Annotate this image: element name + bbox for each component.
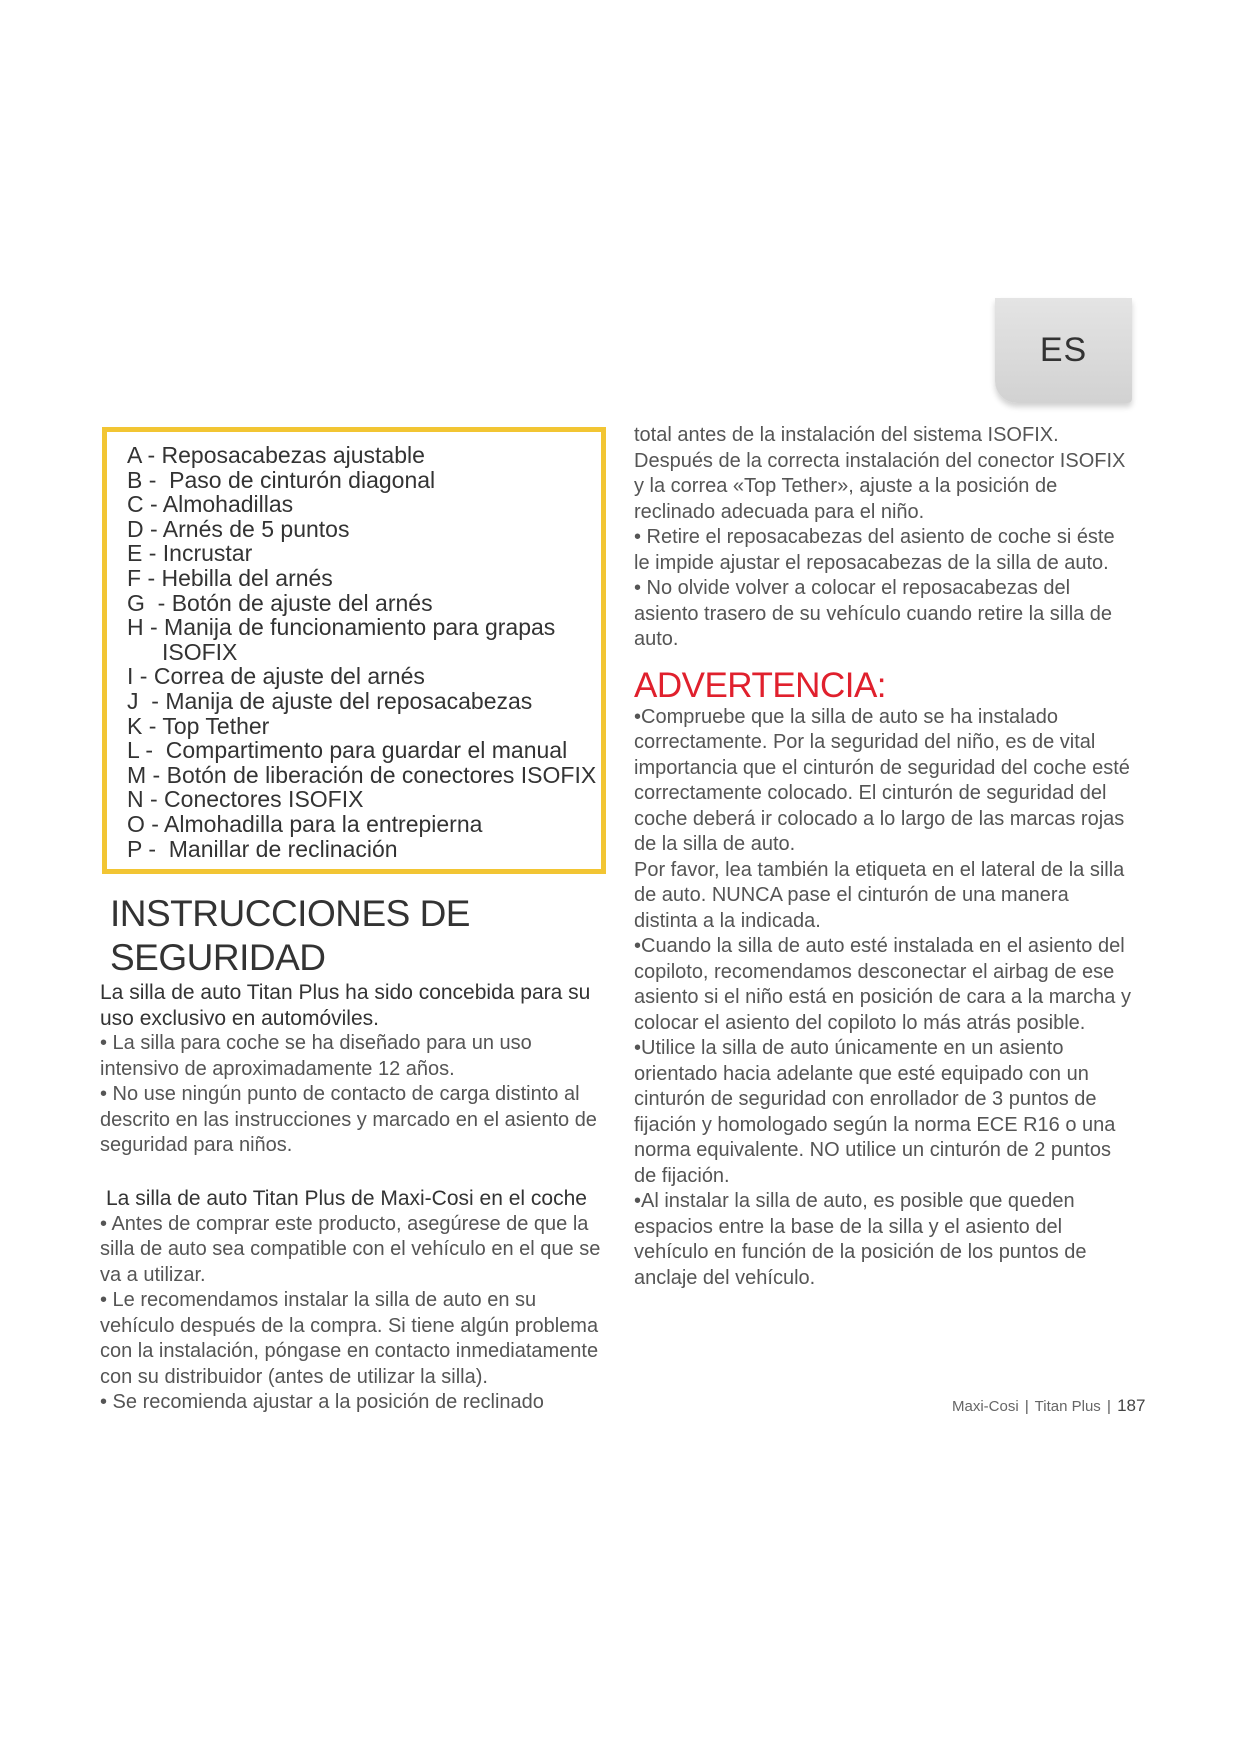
- parts-list-item: M - Botón de liberación de conectores ISOFIX: [127, 761, 597, 788]
- footer-separator: |: [1024, 1398, 1029, 1415]
- subsection-heading: [100, 1185, 610, 1212]
- body-paragraph: Después de la correcta instalación del conector ISOFIX y la correa «Top Tether», ajuste a la posición de reclinado adecuada para el niño.: [634, 449, 1126, 523]
- language-code: ES: [1039, 331, 1088, 369]
- parts-list-box: [102, 427, 606, 874]
- parts-list-item: P - Manillar de reclinación: [127, 835, 398, 862]
- body-paragraph: • Antes de comprar este producto, asegúrese de que la silla de auto sea compatible con el vehículo en el que se va a utilizar.: [100, 1212, 601, 1286]
- body-paragraph: • Le recomendamos instalar la silla de auto en su vehículo después de la compra. Si tiene algún problema con la instalación, póngase en contacto inmediatamente con su distribuidor (antes de utilizar la silla).: [100, 1289, 599, 1388]
- body-paragraph: •Compruebe que la silla de auto se ha instalado correctamente. Por la seguridad del niño, es de vital importancia que el cinturón de seguridad del coche esté correctamente colocado. El cinturón de seguridad del coche deberá ir colocado a lo largo de las marcas rojas de la silla de auto.: [634, 705, 1130, 855]
- body-paragraph: Por favor, lea también la etiqueta en el lateral de la silla de auto. NUNCA pase el cinturón de una manera distinta a la indicada.: [634, 858, 1125, 932]
- left-column: [100, 892, 610, 1416]
- body-paragraph: total antes de la instalación del sistema ISOFIX.: [634, 424, 1059, 446]
- page-footer: [952, 1396, 1145, 1416]
- parts-list-item: C - Almohadillas: [127, 491, 294, 518]
- parts-list-item: L - Compartimento para guardar el manual: [127, 737, 568, 764]
- body-paragraph: • Se recomienda ajustar a la posición de reclinado: [100, 1391, 544, 1413]
- page-number: 187: [1117, 1396, 1146, 1415]
- parts-list-item: G - Botón de ajuste del arnés: [127, 589, 433, 616]
- body-paragraph: • Retire el reposacabezas del asiento de coche si éste le impide ajustar el reposacabezas de la silla de auto.: [634, 526, 1115, 574]
- parts-list-item: J - Manija de ajuste del reposacabezas: [127, 687, 533, 714]
- right-column: [634, 423, 1132, 1291]
- parts-list-item: A - Reposacabezas ajustable: [127, 442, 425, 468]
- parts-list-item: N - Conectores ISOFIX: [127, 786, 364, 813]
- parts-list-item: E - Incrustar: [127, 540, 253, 567]
- parts-list-item: I - Correa de ajuste del arnés: [127, 663, 425, 690]
- body-paragraph: • No use ningún punto de contacto de carga distinto al descrito en las instrucciones y marcado en el asiento de seguridad para niños.: [100, 1083, 597, 1156]
- footer-brand: Maxi-Cosi: [952, 1398, 1019, 1415]
- subsection-heading-text: La silla de auto Titan Plus de Maxi-Cosi en el coche: [106, 1186, 587, 1210]
- lead-paragraph: La silla de auto Titan Plus ha sido concebida para su uso exclusivo en automóviles.: [100, 981, 591, 1030]
- parts-list-item: K - Top Tether: [127, 712, 270, 739]
- safety-instructions-title: INSTRUCCIONES DE SEGURIDAD: [110, 893, 470, 978]
- parts-list-item: B - Paso de cinturón diagonal: [127, 466, 436, 493]
- parts-list-item: D - Arnés de 5 puntos: [127, 515, 350, 542]
- body-paragraph: • La silla para coche se ha diseñado para un uso intensivo de aproximadamente 12 años.: [100, 1032, 532, 1080]
- body-paragraph: •Cuando la silla de auto esté instalada en el asiento del copiloto, recomendamos desconectar el airbag de ese asiento si el niño está en posición de cara a la marcha y colocar el asiento del copiloto lo más atrás posible.: [634, 935, 1131, 1034]
- warning-heading: ADVERTENCIA:: [634, 665, 887, 705]
- parts-list-item: H - Manija de funcionamiento para grapas: [127, 614, 556, 641]
- language-tab: [995, 298, 1132, 403]
- footer-separator: |: [1106, 1398, 1111, 1415]
- body-paragraph: • No olvide volver a colocar el reposacabezas del asiento trasero de su vehículo cuando retire la silla de auto.: [634, 577, 1113, 650]
- parts-list-item: ISOFIX: [162, 638, 238, 665]
- parts-list-item: O - Almohadilla para la entrepierna: [127, 810, 483, 837]
- body-paragraph: •Utilice la silla de auto únicamente en un asiento orientado hacia adelante que esté equipado con un cinturón de seguridad con enrollador de 3 puntos de fijación y homologado según la norma ECE R16 o una norma equivalente. NO utilice un cinturón de 2 puntos de fijación.: [634, 1037, 1116, 1187]
- footer-product: Titan Plus: [1034, 1398, 1101, 1415]
- body-paragraph: •Al instalar la silla de auto, es posible que queden espacios entre la base de la silla y el asiento del vehículo en función de la posición de los puntos de anclaje del vehículo.: [634, 1190, 1087, 1289]
- parts-list-item: F - Hebilla del arnés: [127, 564, 333, 591]
